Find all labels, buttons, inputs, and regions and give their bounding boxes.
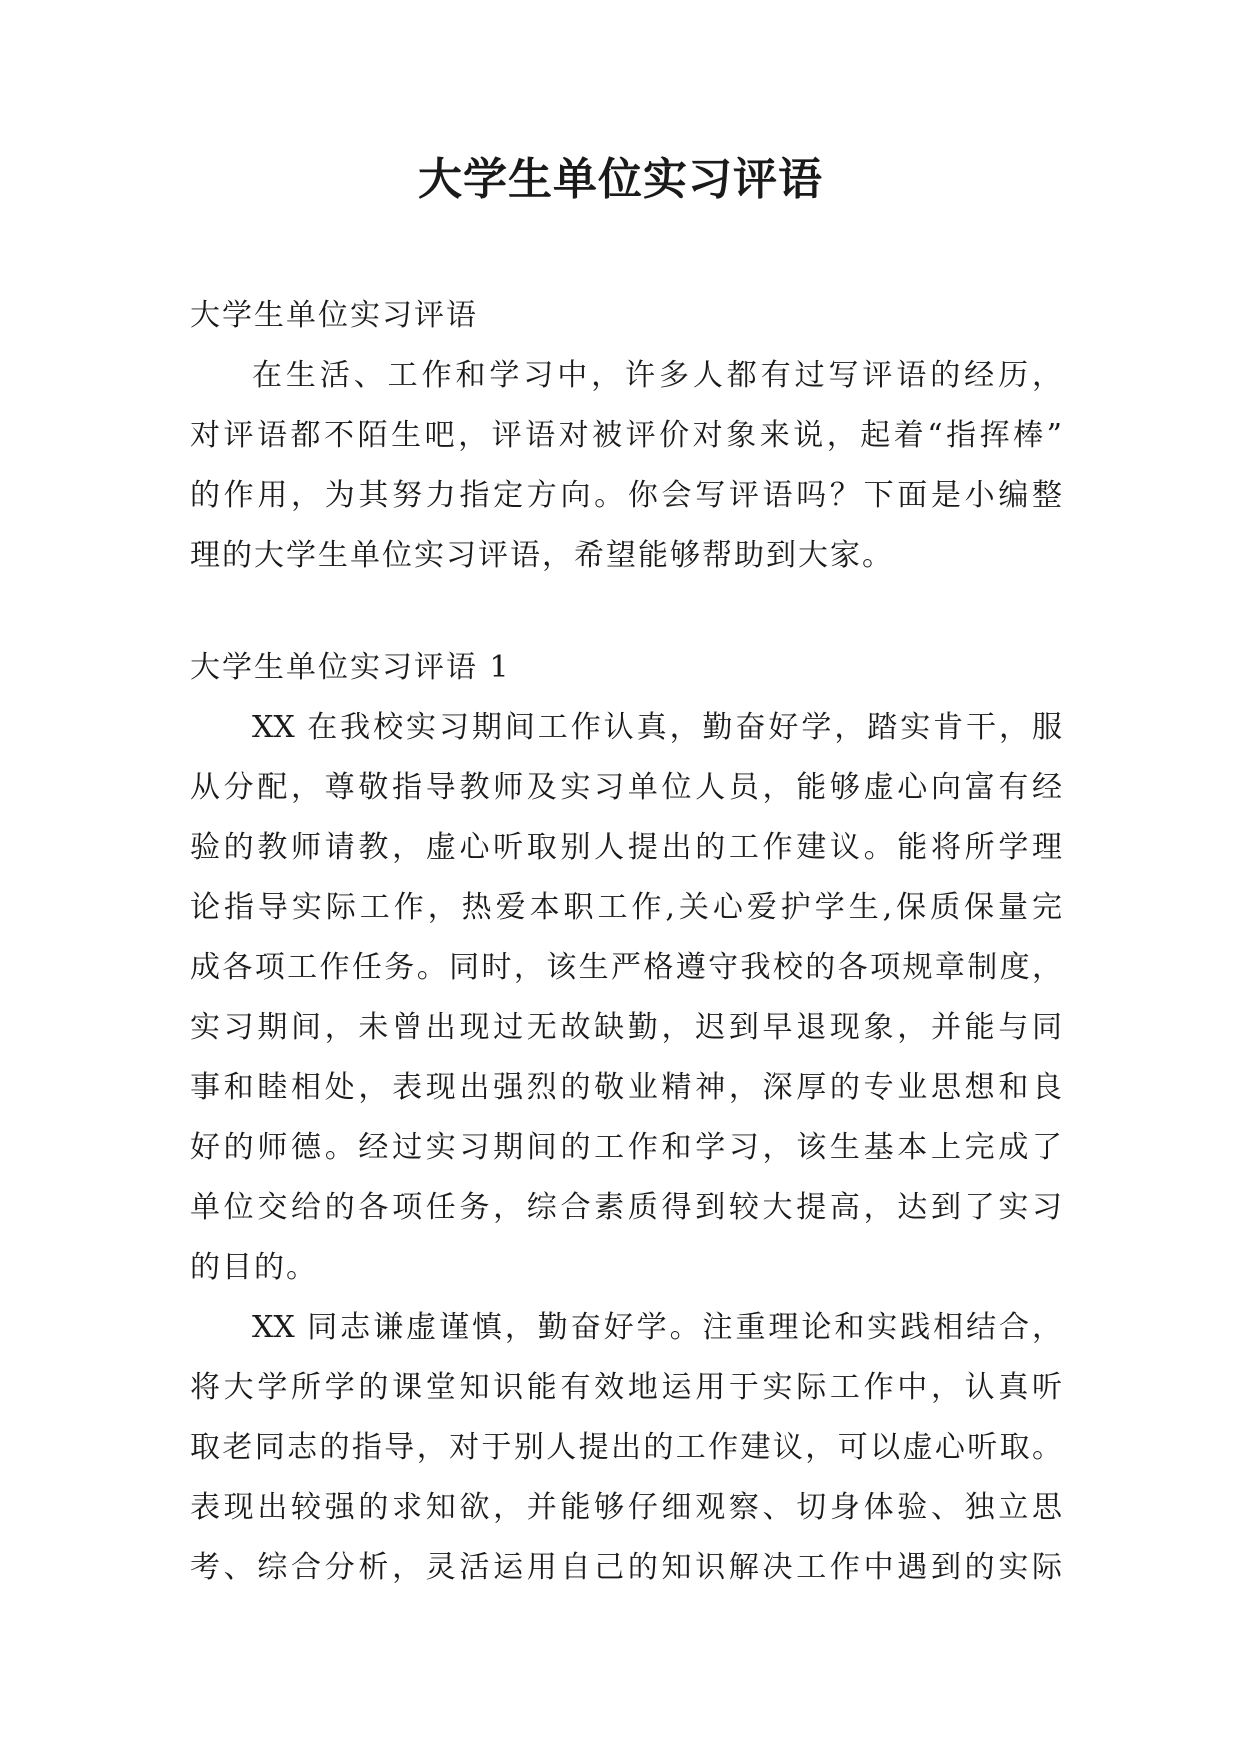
paragraph-line: 单位交给的各项任务，综合素质得到较大提高，达到了实习 (190, 1190, 1062, 1225)
intro-heading: 大学生单位实习评语 (190, 298, 478, 333)
paragraph-line: 事和睦相处，表现出强烈的敬业精神，深厚的专业思想和良 (190, 1070, 1062, 1105)
document-body (190, 286, 1062, 1598)
section1-paragraph-1 (190, 698, 1062, 1298)
paragraph-line: 实习期间，未曾出现过无故缺勤，迟到早退现象，并能与同 (190, 1010, 1062, 1045)
paragraph-line: XX 同志谦虚谨慎，勤奋好学。注重理论和实践相结合， (252, 1310, 1062, 1345)
paragraph-line: 的目的。 (190, 1250, 318, 1285)
paragraph-line: 的作用，为其努力指定方向。你会写评语吗？下面是小编整 (190, 478, 1062, 513)
paragraph-line: 在生活、工作和学习中，许多人都有过写评语的经历， (252, 358, 1062, 393)
paragraph-line: 取老同志的指导，对于别人提出的工作建议，可以虚心听取。 (190, 1430, 1062, 1465)
intro-paragraph (190, 346, 1062, 586)
paragraph-line: 论指导实际工作，热爱本职工作,关心爱护学生,保质保量完 (190, 890, 1062, 925)
paragraph-line: 验的教师请教，虚心听取别人提出的工作建议。能将所学理 (190, 830, 1062, 865)
paragraph-line: 考、综合分析，灵活运用自己的知识解决工作中遇到的实际 (190, 1550, 1062, 1585)
paragraph-line: 从分配，尊敬指导教师及实习单位人员，能够虚心向富有经 (190, 770, 1062, 805)
paragraph-line: XX 在我校实习期间工作认真，勤奋好学，踏实肯干，服 (252, 710, 1062, 745)
paragraph-line: 成各项工作任务。同时，该生严格遵守我校的各项规章制度， (190, 950, 1062, 985)
paragraph-line: 对评语都不陌生吧，评语对被评价对象来说，起着“指挥棒” (190, 418, 1062, 453)
section-spacer (190, 586, 1062, 638)
paragraph-line: 将大学所学的课堂知识能有效地运用于实际工作中，认真听 (190, 1370, 1062, 1405)
section1-heading: 大学生单位实习评语 1 (190, 650, 511, 685)
paragraph-line: 好的师德。经过实习期间的工作和学习，该生基本上完成了 (190, 1130, 1062, 1165)
paragraph-line: 表现出较强的求知欲，并能够仔细观察、切身体验、独立思 (190, 1490, 1062, 1525)
section1-paragraph-2 (190, 1298, 1062, 1598)
paragraph-line: 理的大学生单位实习评语，希望能够帮助到大家。 (190, 538, 894, 573)
document-title: 大学生单位实习评语 (418, 154, 823, 205)
